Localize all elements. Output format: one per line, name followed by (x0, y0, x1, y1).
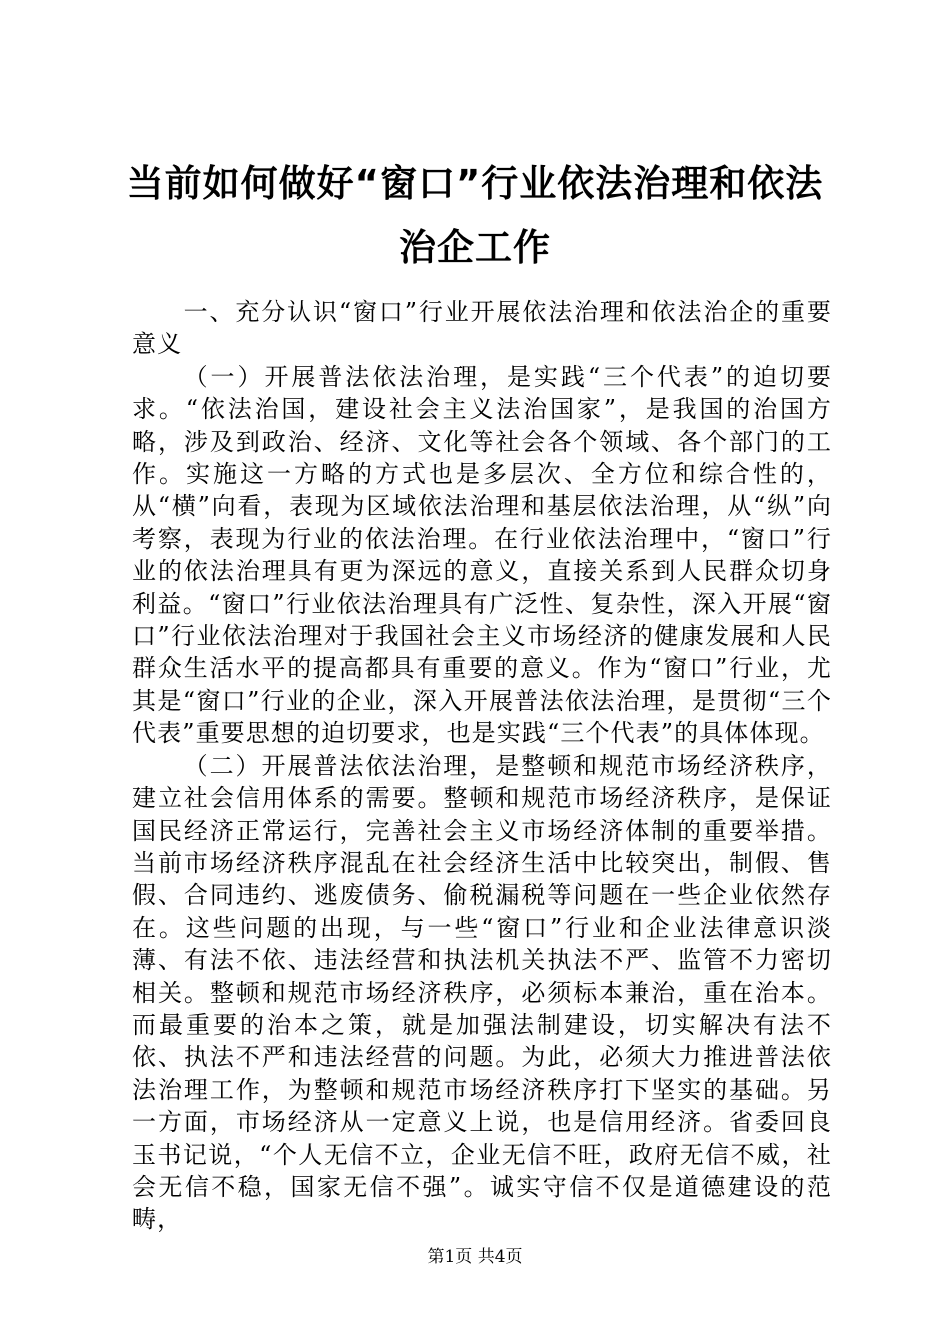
body-paragraph: （二）开展普法依法治理，是整顿和规范市场经济秩序，建立社会信用体系的需要。整顿和规范市场经济秩序，是保证国民经济正常运行，完善社会主义市场经济体制的重要举措。当前市场经济秩序混乱在社会经济生活中比较突出，制假、售假、合同违约、逃废债务、偷税漏税等问题在一些企业依然存在。这些问题的出现，与一些“窗口”行业和企业法律意识淡薄、有法不依、违法经营和执法机关执法不严、监管不力密切相关。整顿和规范市场经济秩序，必须标本兼治，重在治本。而最重要的治本之策，就是加强法制建设，切实解决有法不依、执法不严和违法经营的问题。为此，必须大力推进普法依法治理工作，为整顿和规范市场经济秩序打下坚实的基础。另一方面，市场经济从一定意义上说，也是信用经济。省委回良玉书记说，“个人无信不立，企业无信不旺，政府无信不威，社会无信不稳，国家无信不强”。诚实守信不仅是道德建设的范畴， (132, 751, 832, 1234)
document-title: 当前如何做好“窗口”行业依法治理和依法治企工作 (126, 162, 824, 269)
section-heading: 一、充分认识“窗口”行业开展依法治理和依法治企的重要意义 (132, 298, 832, 359)
document-body (132, 296, 832, 1236)
page-number: 第1页 共4页 (427, 1247, 523, 1267)
body-paragraph: （一）开展普法依法治理，是实践“三个代表”的迫切要求。“依法治国，建设社会主义法治国家”，是我国的治国方略，涉及到政治、经济、文化等社会各个领域、各个部门的工作。实施这一方略的方式也是多层次、全方位和综合性的，从“横”向看，表现为区域依法治理和基层依法治理，从“纵”向考察，表现为行业的依法治理。在行业依法治理中，“窗口”行业的依法治理具有更为深远的意义，直接关系到人民群众切身利益。“窗口”行业依法治理具有广泛性、复杂性，深入开展“窗口”行业依法治理对于我国社会主义市场经济的健康发展和人民群众生活水平的提高都具有重要的意义。作为“窗口”行业，尤其是“窗口”行业的企业，深入开展普法依法治理，是贯彻“三个代表”重要思想的迫切要求，也是实践“三个代表”的具体体现。 (132, 362, 832, 748)
